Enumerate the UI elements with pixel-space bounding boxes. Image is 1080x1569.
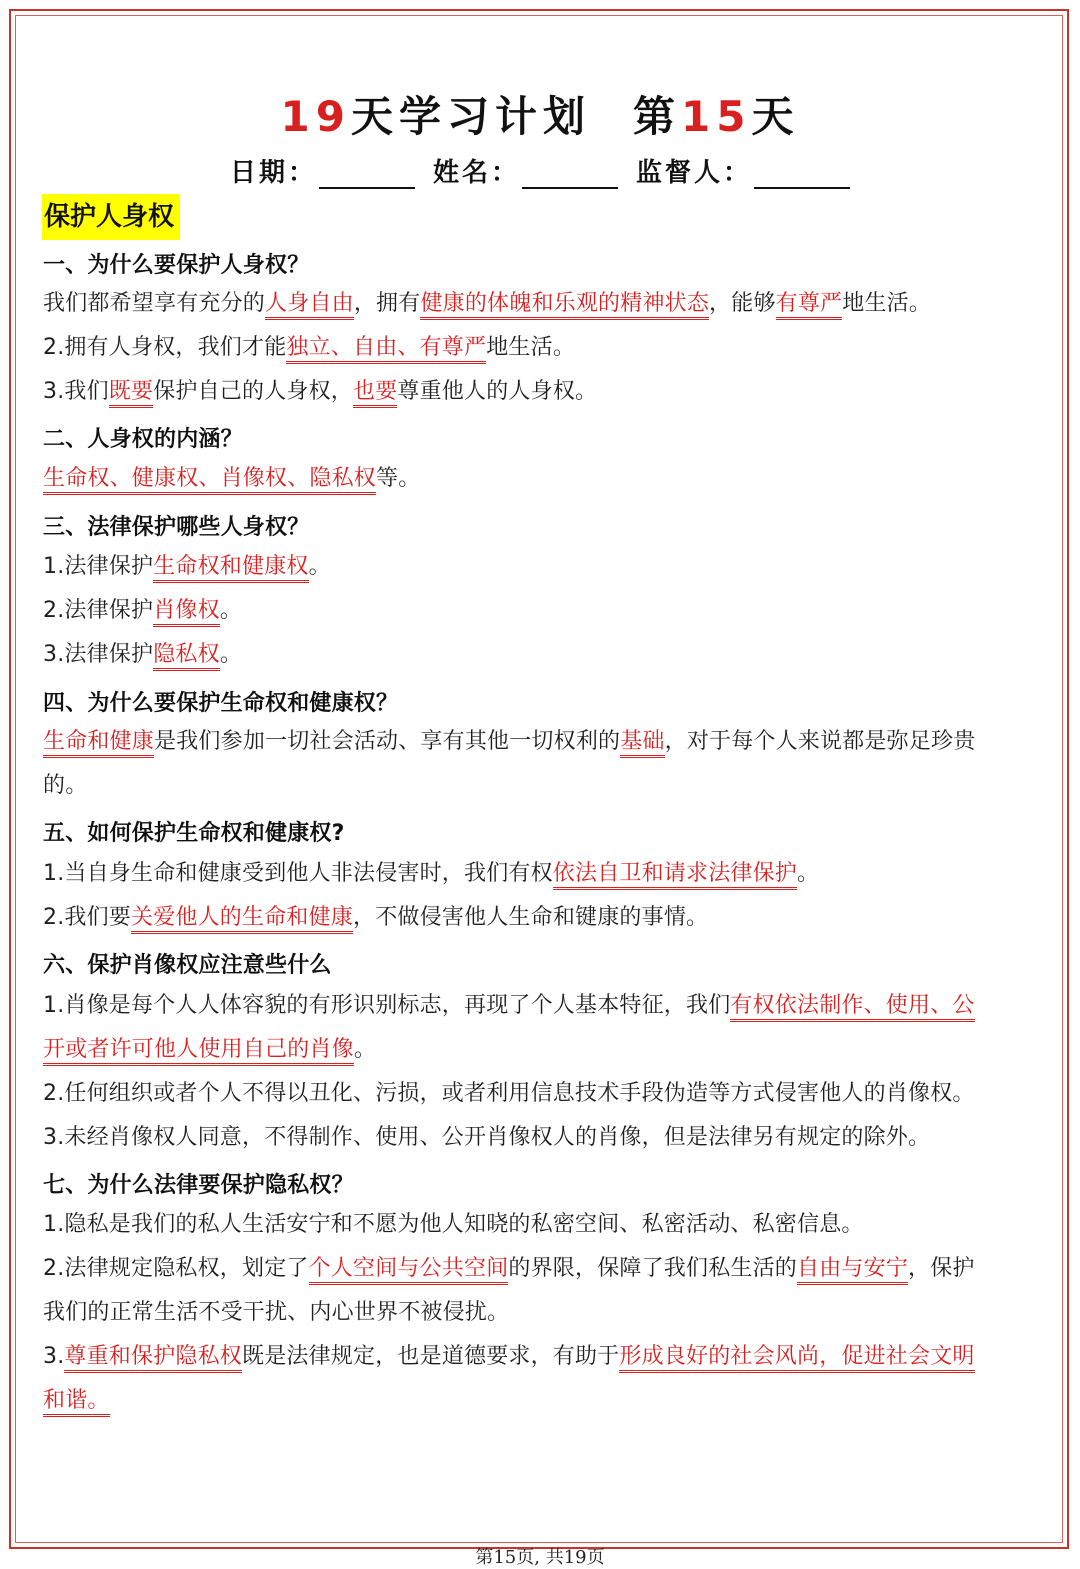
title-day-prefix: 第	[632, 92, 681, 141]
answer-highlight: 有权依法制作、使用、公	[730, 993, 974, 1022]
answer-highlight: 个人空间与公共空间	[309, 1256, 509, 1285]
answer-highlight: 尊重和保护隐私权	[64, 1344, 242, 1373]
supervisor-label: 监督人：	[636, 158, 753, 188]
page-title	[0, 84, 1080, 144]
answer-highlight: 有尊严	[776, 291, 843, 320]
answer-highlight: 开或者许可他人使用自己的肖像	[43, 1037, 354, 1066]
section-tag: 保护人身权	[42, 194, 180, 240]
date-blank[interactable]	[319, 161, 415, 189]
q6-line-4: 3.未经肖像权人同意，不得制作、使用、公开肖像权人的肖像，但是法律另有规定的除外。	[43, 1125, 931, 1150]
answer-highlight: 基础	[620, 729, 664, 758]
answer-highlight: 肖像权	[153, 598, 220, 627]
page-footer: 第15页, 共19页	[475, 1547, 605, 1568]
answer-highlight: 依法自卫和请求法律保护	[553, 861, 797, 890]
q7-line-5	[43, 1385, 110, 1417]
title-plan-text: 天学习计划	[350, 92, 591, 141]
q5-line-2: 2.我们要关爱他人的生命和健康，不做侵害他人生命和键康的事情。	[43, 902, 708, 934]
date-label: 日期：	[229, 158, 317, 188]
q6-heading: 六、保护肖像权应注意些什么	[43, 953, 332, 978]
q7-line-4: 3.尊重和保护隐私权既是法律规定，也是道德要求，有助于形成良好的社会风尚，促进社会文明	[43, 1341, 975, 1373]
answer-highlight: 既要	[109, 379, 153, 408]
q3-line-1: 1.法律保护生命权和健康权。	[43, 551, 331, 583]
q2-line-1: 生命权、健康权、肖像权、隐私权等。	[43, 463, 420, 495]
q3-line-2: 2.法律保护肖像权。	[43, 595, 242, 627]
supervisor-blank[interactable]	[754, 161, 850, 189]
q1-line-3: 3.我们既要保护自己的人身权，也要尊重他人的人身权。	[43, 376, 597, 408]
answer-highlight: 自由与安宁	[797, 1256, 908, 1285]
q7-line-2: 2.法律规定隐私权，划定了个人空间与公共空间的界限，保障了我们私生活的自由与安宁，保护	[43, 1253, 975, 1285]
name-label: 姓名：	[432, 158, 520, 188]
q6-line-2: 开或者许可他人使用自己的肖像。	[43, 1034, 376, 1066]
q4-line-2: 的。	[43, 773, 88, 798]
q5-heading: 五、如何保护生命权和健康权?	[43, 821, 345, 846]
title-day-suffix: 天	[751, 92, 800, 141]
answer-highlight: 独立、自由、有尊严	[286, 335, 486, 364]
q5-line-1: 1.当自身生命和健康受到他人非法侵害时，我们有权依法自卫和请求法律保护。	[43, 858, 819, 890]
answer-highlight: 隐私权	[153, 642, 220, 671]
q7-heading: 七、为什么法律要保护隐私权？	[43, 1173, 354, 1198]
q1-line-2: 2.拥有人身权，我们才能独立、自由、有尊严地生活。	[43, 332, 575, 364]
header-fields	[0, 152, 1080, 189]
q4-line-1: 生命和健康是我们参加一切社会活动、享有其他一切权利的基础，对于每个人来说都是弥足珍贵	[43, 726, 975, 758]
answer-highlight: 人身自由	[265, 291, 354, 320]
q3-line-3: 3.法律保护隐私权。	[43, 639, 242, 671]
q4-heading: 四、为什么要保护生命权和健康权？	[43, 691, 399, 716]
q2-heading: 二、人身权的内涵？	[43, 427, 243, 452]
q6-line-3: 2.任何组织或者个人不得以丑化、污损，或者利用信息技术手段伪造等方式侵害他人的肖像权。	[43, 1081, 975, 1106]
q3-heading: 三、法律保护哪些人身权？	[43, 515, 310, 540]
answer-highlight: 形成良好的社会风尚，促进社会文明	[619, 1344, 974, 1373]
answer-highlight: 也要	[353, 379, 397, 408]
answer-highlight: 健康的体魄和乐观的精神状态	[420, 291, 709, 320]
title-number-day: 15	[681, 92, 752, 141]
answer-highlight: 生命权和健康权	[153, 554, 308, 583]
answer-highlight: 生命和健康	[43, 729, 154, 758]
q1-line-1: 我们都希望享有充分的人身自由，拥有健康的体魄和乐观的精神状态，能够有尊严地生活。	[43, 288, 931, 320]
title-number-total: 19	[280, 92, 351, 141]
q1-heading: 一、为什么要保护人身权？	[43, 253, 310, 278]
name-blank[interactable]	[522, 161, 618, 189]
q6-line-1: 1.肖像是每个人人体容貌的有形识别标志，再现了个人基本特征，我们有权依法制作、使用、公	[43, 990, 975, 1022]
answer-highlight: 关爱他人的生命和健康	[131, 905, 353, 934]
answer-highlight: 和谐。	[43, 1388, 110, 1417]
answer-highlight: 生命权、健康权、肖像权、隐私权	[43, 466, 376, 495]
q7-line-3: 我们的正常生活不受干扰、内心世界不被侵扰。	[43, 1300, 510, 1325]
q7-line-1: 1.隐私是我们的私人生活安宁和不愿为他人知晓的私密空间、私密活动、私密信息。	[43, 1212, 864, 1237]
